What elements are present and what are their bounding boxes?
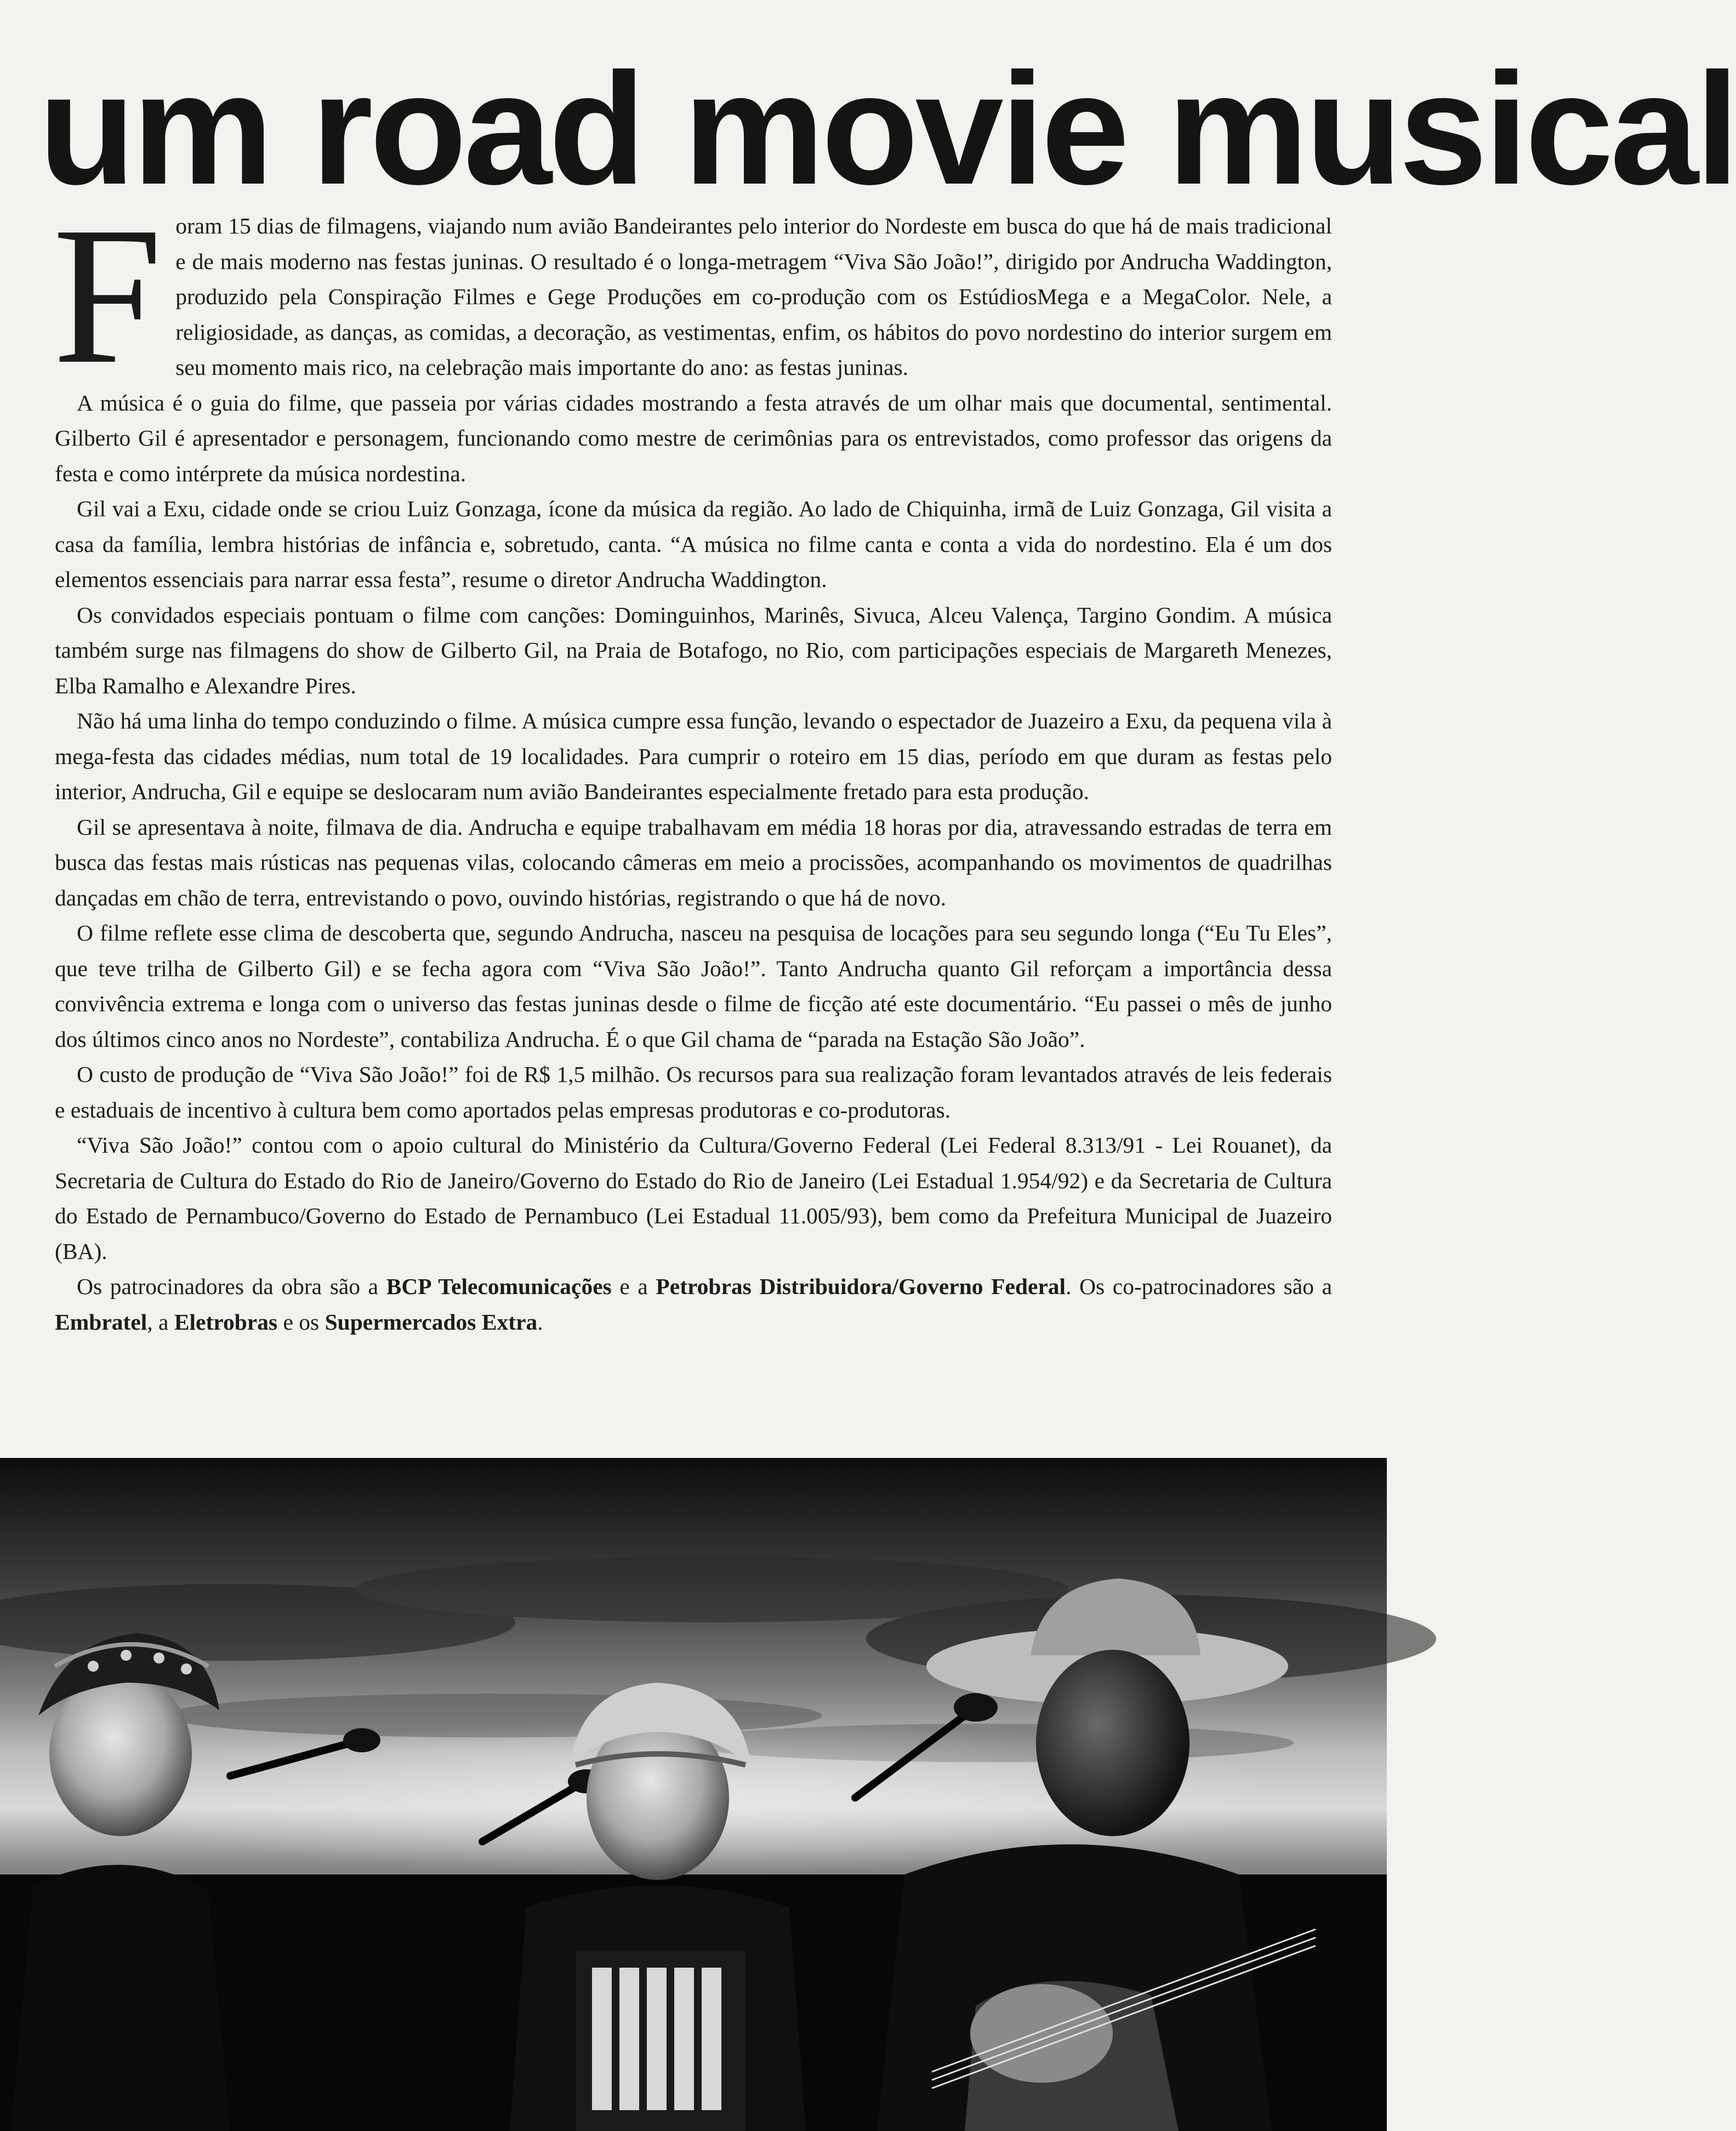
sponsor-text: . — [537, 1309, 543, 1335]
paragraph-3: Gil vai a Exu, cidade onde se criou Luiz Gonzaga, ícone da música da região. Ao lado de Chiquinha, irmã de Luiz Gonzaga, Gil visita a casa da família, lembra histórias de infância e, sobretudo, canta. “A música no filme canta e conta a vida do nordestino. Ela é um dos elementos essenciais para narrar essa festa”, resume o diretor Andrucha Waddington. — [55, 496, 1332, 592]
article-body — [53, 186, 1332, 1340]
sponsor-name: Petrobras Distribuidora/Governo Federal — [656, 1274, 1066, 1299]
sponsor-text: e os — [277, 1309, 325, 1335]
paragraph-9: “Viva São João!” contou com o apoio cultural do Ministério da Cultura/Governo Federal (Lei Federal 8.313/91 - Lei Rouanet), da Secretaria de Cultura do Estado do Rio de Janeiro/Governo do Estado do Rio de Janeiro (Lei Estadual 1.954/92) e da Secretaria de Cultura do Estado de Pernambuco/Governo do Estado de Pernambuco (Lei Estadual 11.005/93), bem como da Prefeitura Municipal de Juazeiro (BA). — [55, 1132, 1332, 1264]
accordion-keys — [592, 1968, 721, 2110]
concert-photo — [0, 1458, 1387, 2131]
paragraph-1-text: oram 15 dias de filmagens, viajando num avião Bandeirantes pelo interior do Nordeste em busca do que há de mais tradicional e de mais moderno nas festas juninas. O resultado é o longa-metragem “Viva São João!”, dirigido por Andrucha Waddington, produzido pela Conspiração Filmes e Gege Produções em co-produção com os EstúdiosMega e a MegaColor. Nele, a religiosidade, as danças, as comidas, a decoração, as vestimentas, enfim, os hábitos do povo nordestino do interior surgem em seu momento mais rico, na celebração mais importante do ano: as festas juninas. — [175, 213, 1332, 380]
sponsor-name: BCP Telecomunicações — [386, 1274, 612, 1299]
paragraph-5: Não há uma linha do tempo conduzindo o filme. A música cumpre essa função, levando o espectador de Juazeiro a Exu, da pequena vila à mega-festa das cidades médias, num total de 19 localidades. Para cumprir o roteiro em 15 dias, período em que duram as festas pelo interior, Andrucha, Gil e equipe se deslocaram num avião Bandeirantes especialmente fretado para esta produção. — [55, 708, 1332, 804]
paragraph-2: A música é o guia do filme, que passeia por várias cidades mostrando a festa através de um olhar mais que documental, sentimental. Gilberto Gil é apresentador e personagem, funcionando como mestre de cerimônias para os entrevistados, como professor das origens da festa e como intérprete da música nordestina. — [55, 390, 1332, 486]
paragraph-8: O custo de produção de “Viva São João!” foi de R$ 1,5 milhão. Os recursos para sua realização foram levantados através de leis federais e estaduais de incentivo à cultura bem como aportados pelas empresas produtoras e co-produtoras. — [55, 1062, 1332, 1123]
co-sponsor-name: Embratel — [55, 1309, 147, 1335]
sponsor-text: . Os co-patrocinadores são a — [1066, 1274, 1332, 1299]
paragraph-10 — [55, 1269, 1332, 1340]
paragraph-1 — [53, 186, 1332, 404]
paragraph-4: Os convidados especiais pontuam o filme com canções: Dominguinhos, Marinês, Sivuca, Alceu Valença, Targino Gondim. A música também surge nas filmagens do show de Gilberto Gil, na Praia de Botafogo, no Rio, com participações especiais de Margareth Menezes, Elba Ramalho e Alexandre Pires. — [55, 602, 1332, 698]
sponsor-text: e a — [611, 1274, 656, 1299]
sponsor-text: Os patrocinadores da obra são a — [77, 1274, 386, 1299]
paragraph-6: Gil se apresentava à noite, filmava de dia. Andrucha e equipe trabalhavam em média 18 horas por dia, atravessando estradas de terra em busca das festas mais rústicas nas pequenas vilas, colocando câmeras em meio a procissões, acompanhando os movimentos de quadrilhas dançadas em chão de terra, entrevistando o povo, ouvindo histórias, registrando o que há de novo. — [55, 814, 1332, 910]
paragraph-7: O filme reflete esse clima de descoberta que, segundo Andrucha, nasceu na pesquisa de locações para seu segundo longa (“Eu Tu Eles”, que teve trilha de Gilberto Gil) e se fecha agora com “Viva São João!”. Tanto Andrucha quanto Gil reforçam a importância dessa convivência extrema e longa com o universo das festas juninas desde o filme de ficção até este documentário. “Eu passei o mês de junho dos últimos cinco anos no Nordeste”, contabiliza Andrucha. É o que Gil chama de “parada na Estação São João”. — [55, 920, 1332, 1052]
sponsor-text: , a — [147, 1309, 174, 1335]
headline: um road movie musical — [38, 40, 1736, 218]
co-sponsor-name: Supermercados Extra — [325, 1309, 538, 1335]
co-sponsor-name: Eletrobras — [174, 1309, 278, 1335]
drop-cap: F — [53, 186, 163, 404]
